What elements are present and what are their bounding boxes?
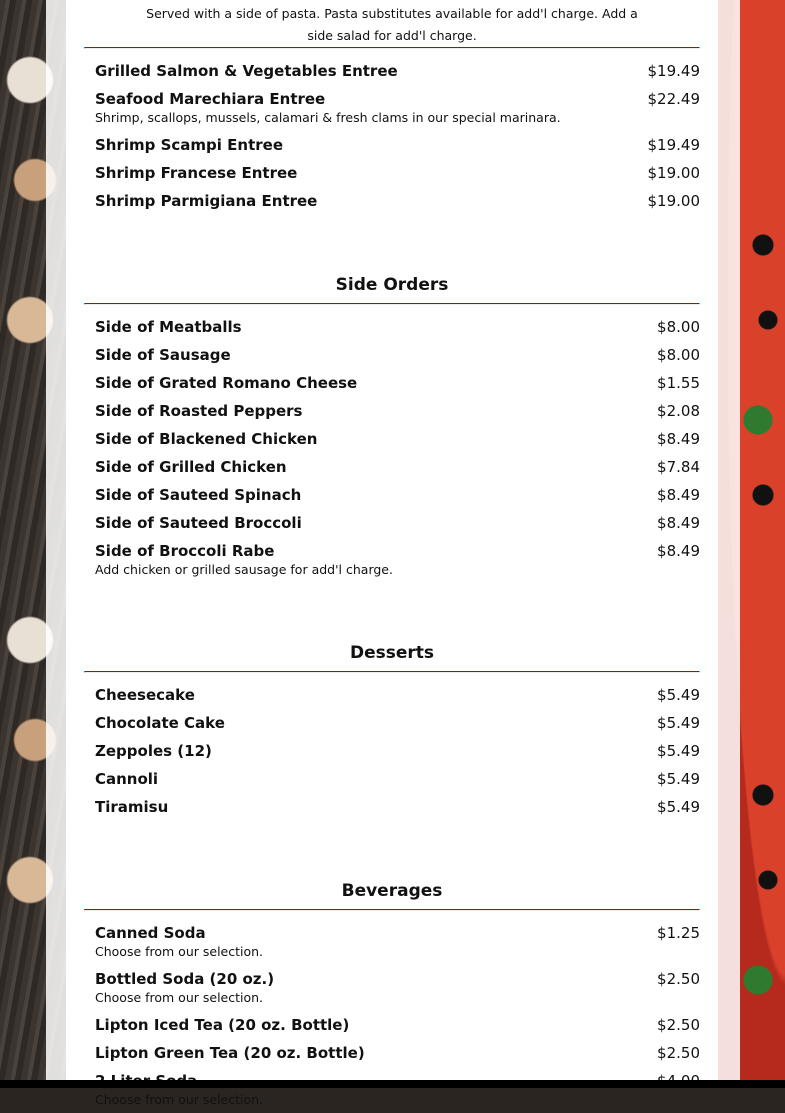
menu-item[interactable] <box>84 765 700 793</box>
background-pizza <box>718 0 785 1088</box>
item-price: $5.49 <box>657 770 700 788</box>
item-price: $5.49 <box>657 714 700 732</box>
item-name: Cheesecake <box>95 686 195 704</box>
menu-item[interactable] <box>84 737 700 765</box>
item-name: Chocolate Cake <box>95 714 225 732</box>
item-price: $8.00 <box>657 346 700 364</box>
section-title-beverages: Beverages <box>341 881 443 901</box>
item-price: $5.49 <box>657 798 700 816</box>
item-name: Side of Meatballs <box>95 318 242 336</box>
item-name: Tiramisu <box>95 798 169 816</box>
item-name: Zeppoles (12) <box>95 742 212 760</box>
menu-content <box>84 0 700 1113</box>
menu-item[interactable] <box>84 1011 700 1039</box>
item-name: Lipton Green Tea (20 oz. Bottle) <box>95 1044 365 1062</box>
item-description: Shrimp, scallops, mussels, calamari & fresh clams in our special marinara. <box>95 110 561 125</box>
menu-item[interactable] <box>84 681 700 709</box>
desserts-list <box>84 681 700 821</box>
menu-item[interactable] <box>84 57 700 85</box>
item-price: $19.00 <box>647 192 700 210</box>
item-price: $8.49 <box>657 430 700 448</box>
item-price: $1.25 <box>657 924 700 942</box>
menu-item[interactable] <box>84 369 700 397</box>
menu-item[interactable] <box>84 341 700 369</box>
section-note: Add chicken or grilled sausage for add'l charge. <box>95 562 393 577</box>
section-note: Served with a side of pasta. Pasta substitutes available for add'l charge. Add a side salad for add'l charge. <box>146 6 638 43</box>
item-price: $2.50 <box>657 970 700 988</box>
item-name: Side of Grilled Chicken <box>95 458 287 476</box>
item-description: Choose from our selection. <box>95 1092 264 1107</box>
item-name: Side of Roasted Peppers <box>95 402 303 420</box>
bottom-bar <box>0 1080 785 1088</box>
menu-item[interactable] <box>84 313 700 341</box>
item-price: $7.84 <box>657 458 700 476</box>
item-description: Choose from our selection. <box>95 944 264 959</box>
menu-item[interactable] <box>84 187 700 215</box>
menu-item[interactable] <box>84 793 700 821</box>
item-name: Grilled Salmon & Vegetables Entree <box>95 62 398 80</box>
item-name: Side of Broccoli Rabe <box>95 542 275 560</box>
menu-item[interactable] <box>84 509 700 537</box>
item-name: Seafood Marechiara Entree <box>95 90 326 108</box>
item-name: Lipton Iced Tea (20 oz. Bottle) <box>95 1016 350 1034</box>
item-name: Bottled Soda (20 oz.) <box>95 970 275 988</box>
menu-item[interactable] <box>84 397 700 425</box>
menu-item[interactable] <box>84 453 700 481</box>
item-price: $1.55 <box>657 374 700 392</box>
background-wood-mushrooms <box>0 0 66 1088</box>
item-name: Side of Grated Romano Cheese <box>95 374 358 392</box>
item-name: Canned Soda <box>95 924 206 942</box>
item-name: Side of Sauteed Spinach <box>95 486 302 504</box>
item-price: $5.49 <box>657 686 700 704</box>
item-price: $5.49 <box>657 742 700 760</box>
item-price: $22.49 <box>647 90 700 108</box>
item-price: $2.50 <box>657 1016 700 1034</box>
menu-item[interactable] <box>84 131 700 159</box>
side-orders-list <box>84 313 700 583</box>
menu-item[interactable] <box>84 425 700 453</box>
section-title-desserts: Desserts <box>349 643 435 663</box>
menu-item[interactable] <box>84 1039 700 1067</box>
item-name: Shrimp Francese Entree <box>95 164 298 182</box>
item-description: Choose from our selection. <box>95 990 264 1005</box>
menu-item[interactable] <box>84 709 700 737</box>
entree-list <box>84 57 700 215</box>
item-name: Side of Sauteed Broccoli <box>95 514 302 532</box>
item-name: Shrimp Scampi Entree <box>95 136 283 154</box>
item-name: Shrimp Parmigiana Entree <box>95 192 318 210</box>
item-price: $8.49 <box>657 542 700 560</box>
item-price: $8.49 <box>657 486 700 504</box>
menu-item[interactable] <box>84 159 700 187</box>
item-price: $8.00 <box>657 318 700 336</box>
item-name: Side of Sausage <box>95 346 231 364</box>
item-name: Cannoli <box>95 770 159 788</box>
item-name: Side of Blackened Chicken <box>95 430 318 448</box>
item-price: $19.49 <box>647 62 700 80</box>
item-price: $2.50 <box>657 1044 700 1062</box>
item-price: $2.08 <box>657 402 700 420</box>
item-price: $19.00 <box>647 164 700 182</box>
menu-item[interactable] <box>84 481 700 509</box>
item-price: $19.49 <box>647 136 700 154</box>
item-price: $8.49 <box>657 514 700 532</box>
menu-panel <box>66 0 718 1107</box>
section-title-side-orders: Side Orders <box>335 275 449 295</box>
